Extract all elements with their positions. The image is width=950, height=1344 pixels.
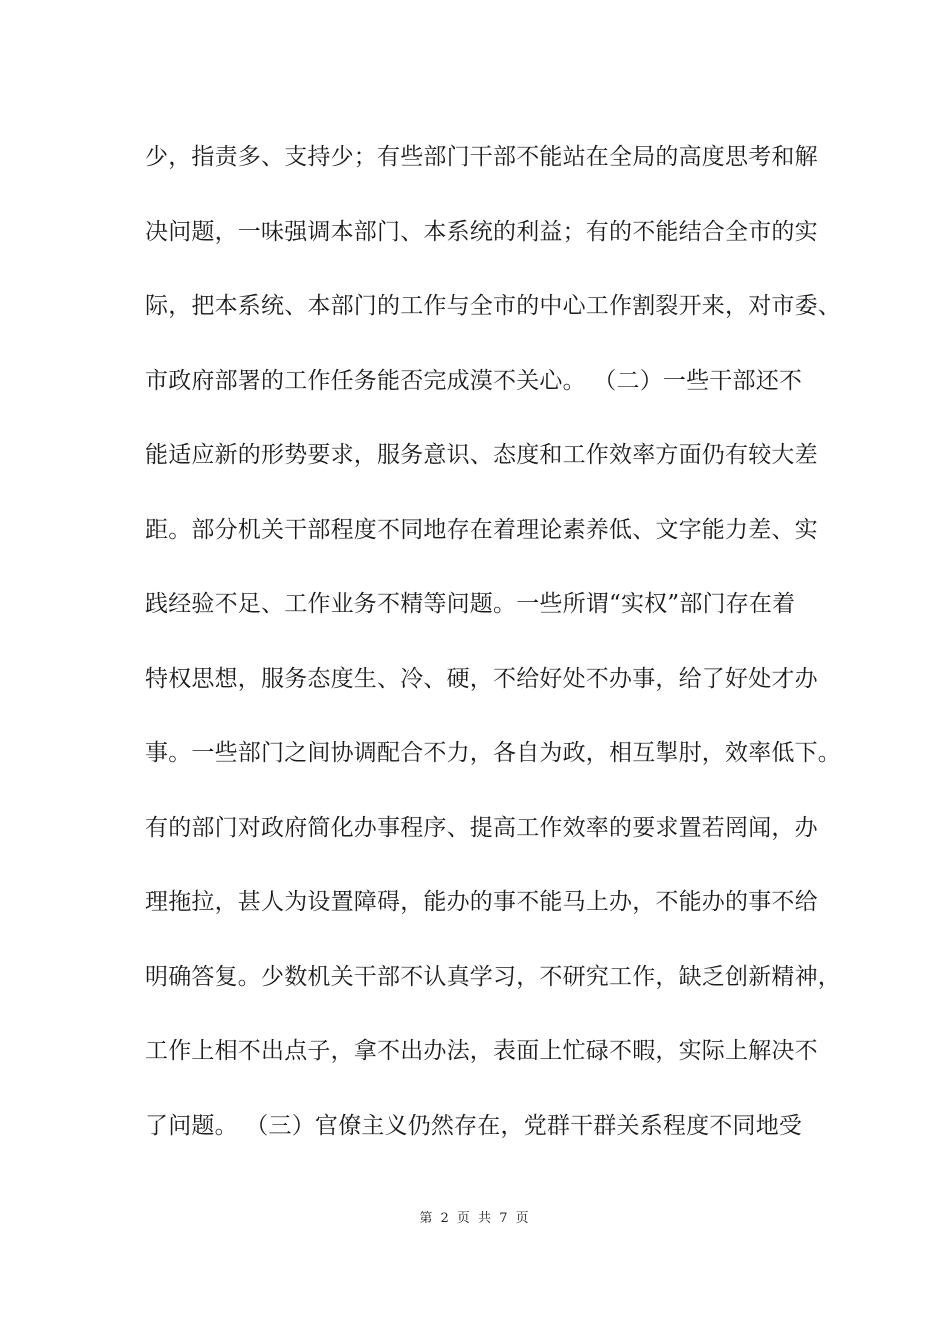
page-number-footer: 第 2 页 共 7 页 [419, 1211, 531, 1226]
text-line: 特权思想，服务态度生、冷、硬，不给好处不办事，给了好处才办 [145, 665, 818, 692]
text-line: 事。一些部门之间协调配合不力，各自为政，相互掣肘，效率低下。 [145, 740, 841, 766]
text-line: 能适应新的形势要求，服务意识、态度和工作效率方面仍有较大差 [145, 442, 818, 468]
text-line: 理拖拉，甚人为设置障碍，能办的事不能马上办，不能办的事不给 [145, 889, 818, 915]
text-line: 工作上相不出点子，拿不出办法，表面上忙碌不暇，实际上解决不 [145, 1038, 818, 1064]
body-text [145, 130, 841, 1173]
text-line: 了问题。 （三）官僚主义仍然存在，党群干群关系程度不同地受 [145, 1112, 803, 1139]
text-line: 距。部分机关干部程度不同地存在着理论素养低、文字能力差、实 [145, 516, 818, 543]
text-line: 践经验不足、工作业务不精等问题。一些所谓“实权”部门存在着 [145, 591, 796, 617]
text-line: 少，指责多、支持少；有些部门干部不能站在全局的高度思考和解 [145, 144, 818, 170]
text-line: 有的部门对政府简化办事程序、提高工作效率的要求置若罔闻，办 [145, 814, 818, 841]
text-line: 明确答复。少数机关干部不认真学习，不研究工作，缺乏创新精神， [145, 963, 841, 990]
text-line: 市政府部署的工作任务能否完成漠不关心。 （二）一些干部还不 [145, 367, 803, 394]
text-line: 际，把本系统、本部门的工作与全市的中心工作割裂开来，对市委、 [145, 293, 841, 319]
text-line: 决问题，一味强调本部门、本系统的利益；有的不能结合全市的实 [145, 218, 818, 245]
